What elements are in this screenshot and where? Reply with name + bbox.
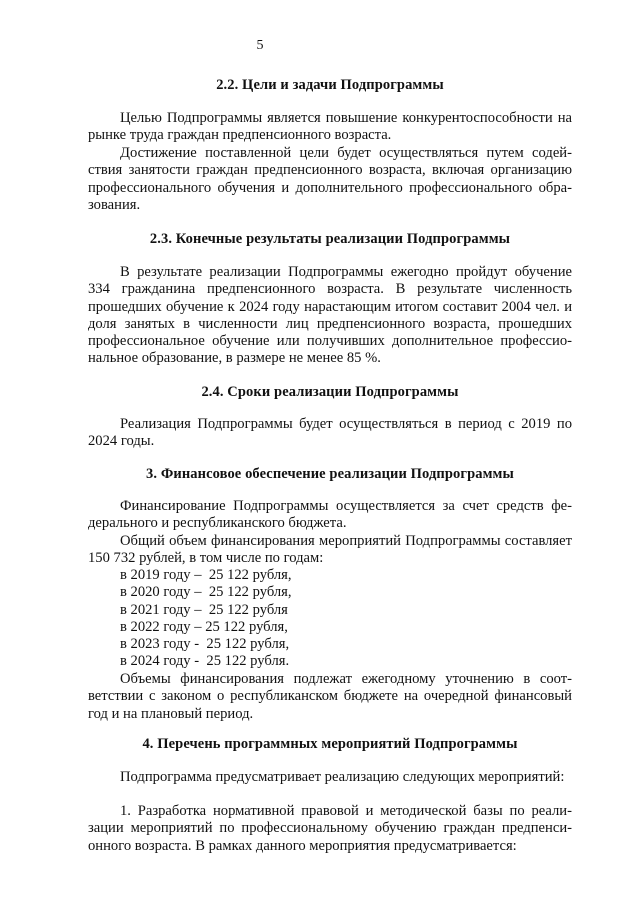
paragraph: Общий объем финансирования мероприятий Подпрограммы составляет 150 732 рублей, в том числе по годам: (88, 533, 572, 567)
paragraph: Подпрограмма предусматривает реализацию следующих мероприятий: (120, 769, 565, 785)
section-title-2-3: 2.3. Конечные результаты реализации Подпрограммы (149, 231, 511, 247)
paragraph: Целью Подпрограммы является повышение конкурентоспособности на рынке труда граждан предпенсионного возраста. (88, 110, 572, 144)
list-item: в 2021 году – 25 122 рубля (120, 602, 288, 618)
list-item: в 2024 году - 25 122 рубля. (120, 653, 290, 669)
list-item: в 2022 году – 25 122 рубля, (120, 619, 288, 635)
page-number: 5 (256, 38, 264, 53)
paragraph: Реализация Подпрограммы будет осуществляться в период с 2019 по 2024 годы. (88, 416, 572, 450)
list-item: в 2023 году - 25 122 рубля, (120, 636, 290, 652)
paragraph: Финансирование Подпрограммы осуществляется за счет средств федерального и республиканского бюджета. (88, 498, 572, 532)
paragraph: Достижение поставленной цели будет осуществляться путем содействия занятости граждан предпенсионного возраста, включая организацию профессионального обучения и дополнительного профессионального образования. (88, 145, 572, 213)
paragraph: В результате реализации Подпрограммы ежегодно пройдут обучение 334 гражданина предпенсионного возраста. В результате численность прошедших обучение к 2024 году нарастающим итогом составит 2004 чел. и доля занятых в численности лиц предпенсионного возраста, прошедших профессиональное обучение или получивших дополнительное профессиональное образование, в размере не менее 85 %. (88, 264, 572, 367)
section-title-2-2: 2.2. Цели и задачи Подпрограммы (216, 77, 444, 93)
section-title-4: 4. Перечень программных мероприятий Подпрограммы (142, 736, 518, 752)
paragraph: 1. Разработка нормативной правовой и методической базы по реализации мероприятий по профессиональному обучению граждан предпенсионного возраста. В рамках данного мероприятия предусматривается: (88, 803, 572, 854)
section-title-2-4: 2.4. Сроки реализации Подпрограммы (201, 384, 459, 400)
list-item: в 2020 году – 25 122 рубля, (120, 584, 292, 600)
list-item: в 2019 году – 25 122 рубля, (120, 567, 292, 583)
paragraph: Объемы финансирования подлежат ежегодному уточнению в соответствии с законом о республиканском бюджете на очередной финансовый год и на плановый период. (88, 671, 572, 722)
section-title-3: 3. Финансовое обеспечение реализации Подпрограммы (146, 466, 514, 482)
